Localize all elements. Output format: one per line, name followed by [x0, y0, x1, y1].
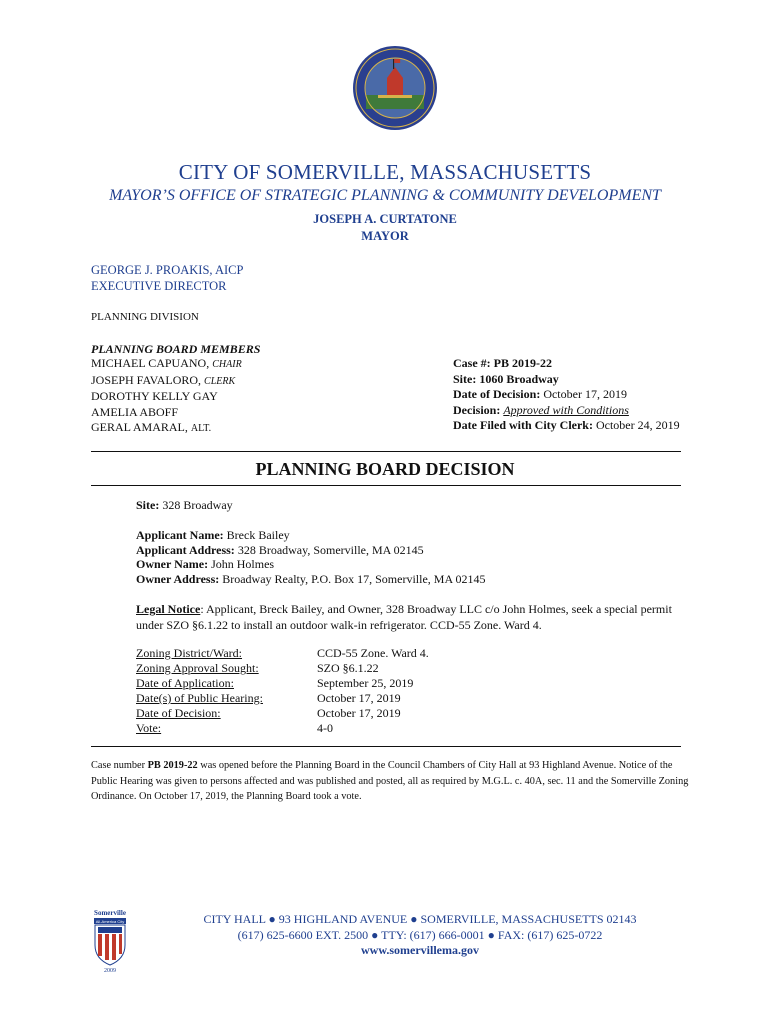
city-seal-icon	[352, 45, 438, 131]
board-member: AMELIA ABOFF	[91, 404, 179, 419]
details-values: CCD-55 Zone. Ward 4. SZO §6.1.22 September 25, 2019 October 17, 2019 October 17, 2019 4-0	[317, 646, 429, 735]
all-america-city-badge-icon	[88, 907, 132, 973]
svg-text:All-America City: All-America City	[95, 919, 125, 924]
applicant-block: Applicant Name: Breck Bailey Applicant Address: 328 Broadway, Somerville, MA 02145 Owner Name: John Holmes Owner Address: Broadway Realty, P.O. Box 17, Somerville, MA 02145	[136, 528, 486, 586]
footer-address: CITY HALL ● 93 HIGHLAND AVENUE ● SOMERVILLE, MASSACHUSETTS 02143	[203, 912, 637, 926]
svg-text:2009: 2009	[104, 968, 116, 973]
director-name: GEORGE J. PROAKIS, AICP	[91, 263, 244, 277]
case-paragraph: Case number PB 2019-22 was opened before the Planning Board in the Council Chambers of City Hall at 93 Highland Avenue. Notice of the Public Hearing was given to persons affected and was published and posted, all as required by M.G.L. c. 40A, sec. 11 and the Somerville Zoning Ordinance. On October 17, 2019, the Planning Board took a vote.	[91, 760, 689, 802]
division-label: PLANNING DIVISION	[91, 311, 199, 323]
mayor-name: JOSEPH A. CURTATONE	[313, 212, 457, 226]
case-info: Case #: PB 2019-22 Site: 1060 Broadway Date of Decision: October 17, 2019 Decision: Approved with Conditions Date Filed with City Clerk: October 24, 2019	[453, 356, 680, 432]
decision-value: Approved with Conditions	[503, 402, 629, 417]
svg-text:Somerville: Somerville	[94, 909, 126, 917]
board-member: JOSEPH FAVALORO, CLERK	[91, 372, 236, 387]
city-heading: CITY OF SOMERVILLE, MASSACHUSETTS	[178, 160, 592, 184]
board-member: DOROTHY KELLY GAY	[91, 389, 218, 403]
details-labels: Zoning District/Ward: Zoning Approval Sought: Date of Application: Date(s) of Public Hearing: Date of Decision: Vote:	[136, 646, 263, 735]
decision-title: PLANNING BOARD DECISION	[255, 459, 515, 479]
board-member: MICHAEL CAPUANO, CHAIR	[91, 356, 242, 370]
divider	[91, 451, 681, 452]
legal-notice: Legal Notice: Applicant, Breck Bailey, and Owner, 328 Broadway LLC c/o John Holmes, seek a special permit under SZO §6.1.22 to install an outdoor walk-in refrigerator. CCD-55 Zone. Ward 4.	[136, 602, 672, 632]
mayor-title: MAYOR	[361, 229, 409, 243]
board-members-list	[91, 356, 242, 437]
board-member: GERAL AMARAL, ALT.	[91, 420, 212, 434]
divider	[91, 746, 681, 747]
director-title: EXECUTIVE DIRECTOR	[91, 279, 227, 293]
footer-phone: (617) 625-6600 EXT. 2500 ● TTY: (617) 666-0001 ● FAX: (617) 625-0722	[237, 927, 603, 942]
board-heading: PLANNING BOARD MEMBERS	[91, 342, 261, 356]
footer-website-link[interactable]: www.somervillema.gov	[361, 943, 479, 957]
footer	[170, 912, 670, 959]
site-line: Site: 328 Broadway	[136, 498, 233, 512]
office-heading: MAYOR’S OFFICE OF STRATEGIC PLANNING & COMMUNITY DEVELOPMENT	[109, 187, 661, 204]
divider	[91, 485, 681, 486]
